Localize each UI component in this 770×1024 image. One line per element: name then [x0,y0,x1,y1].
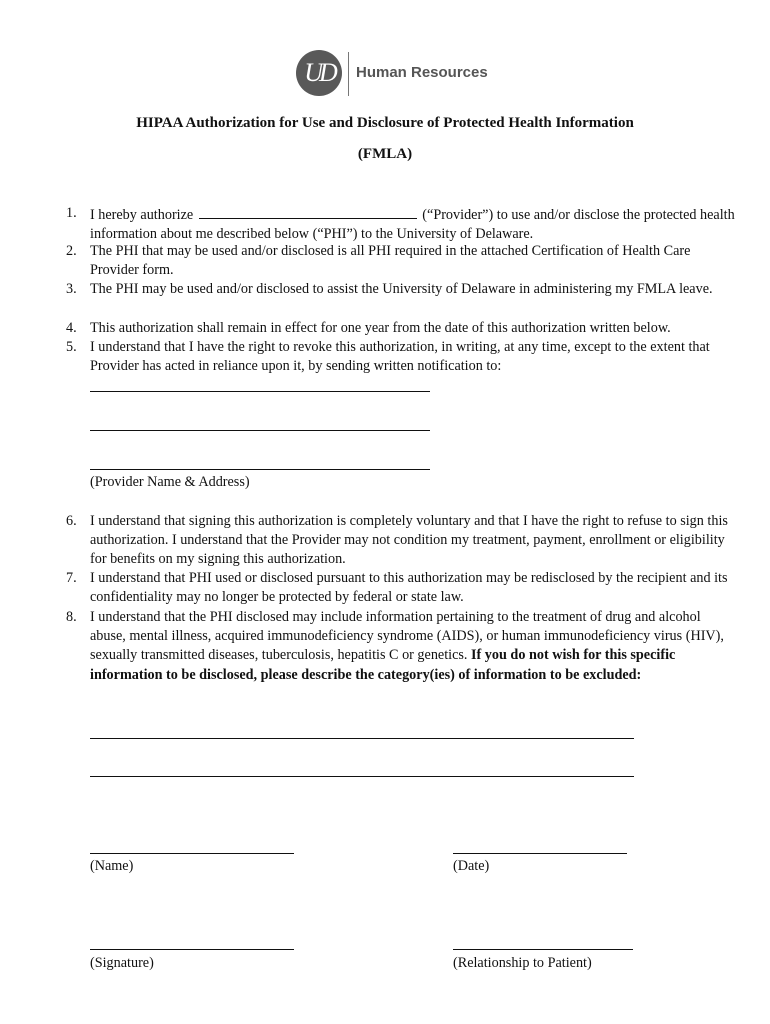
clause-number: 7. [66,570,77,586]
clause-text: I understand that PHI used or disclosed pursuant to this authorization may be redisclosed by the recipient and its confidentiality may no longer be protected by federal or state law. [90,570,728,606]
excluded-info-line-1[interactable] [90,738,634,739]
form-title: HIPAA Authorization for Use and Disclosure of Protected Health Information [136,115,634,131]
clause-text: I understand that signing this authorization is completely voluntary and that I have the right to refuse to sign this authorization. I understand that the Provider may not condition my treatment, payment, enrollment or eligibility for benefits on my signing this authorization. [90,513,728,568]
provider-blank-field[interactable] [199,204,417,219]
provider-address-line-1[interactable] [90,391,430,392]
provider-name-address-label: (Provider Name & Address) [90,474,250,490]
signature-label: (Signature) [90,955,154,971]
date-label: (Date) [453,858,490,874]
clause-number: 4. [66,320,77,336]
clause-text: I hereby authorize [90,207,194,223]
clause-text: I understand that I have the right to revoke this authorization, in writing, at any time, except to the extent that Provider has acted in reliance upon it, by sending written notification to: [90,339,710,375]
clause-number: 5. [66,339,77,355]
relationship-line[interactable] [453,949,633,950]
date-line[interactable] [453,853,627,854]
excluded-info-line-2[interactable] [90,776,634,777]
clause-text: (“Provider”) to use and/or disclose the protected health information about me described below (“PHI”) to the University of Delaware. [90,207,735,243]
logo-text: Human Resources [356,64,488,81]
provider-address-line-3[interactable] [90,469,430,470]
clause-number: 1. [66,205,77,221]
clause-text: The PHI may be used and/or disclosed to assist the University of Delaware in administering my FMLA leave. [90,281,713,297]
relationship-label: (Relationship to Patient) [453,955,592,971]
clause-text: This authorization shall remain in effect for one year from the date of this authorization written below. [90,320,671,336]
provider-address-line-2[interactable] [90,430,430,431]
signature-line[interactable] [90,949,294,950]
logo-divider [348,52,349,96]
clause-text: The PHI that may be used and/or disclosed is all PHI required in the attached Certification of Health Care Provider form. [90,243,691,279]
clause-text: I understand that the PHI disclosed may include information pertaining to the treatment of drug and alcohol abuse, mental illness, acquired immunodeficiency syndrome (AIDS), or human immunodeficiency virus (HIV), sexually transmitted diseases, tuberculosis, hepatitis C or genetics. [90,609,724,664]
ud-human-resources-logo [296,50,496,100]
clause-number: 6. [66,513,77,529]
name-line[interactable] [90,853,294,854]
name-label: (Name) [90,858,134,874]
clause-number: 2. [66,243,77,259]
form-subtitle: (FMLA) [357,146,413,162]
ud-seal-icon: UD [296,50,342,96]
clause-bold-text: If you do not wish for this specific information to be disclosed, please describe the category(ies) of information to be excluded: [90,647,676,683]
clause-number: 3. [66,281,77,297]
clause-number: 8. [66,609,77,625]
